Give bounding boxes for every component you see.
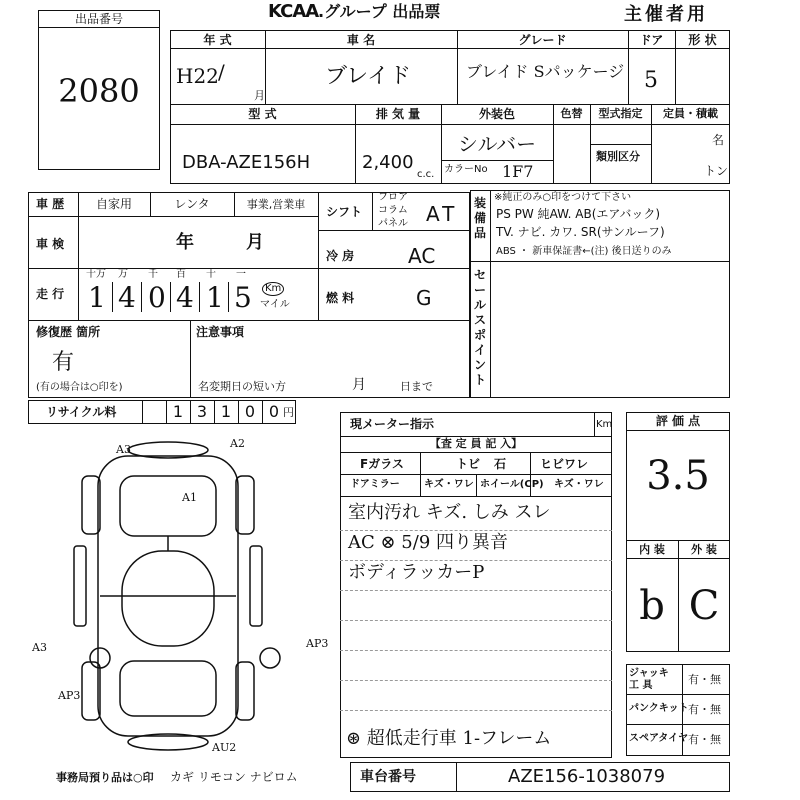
repair-note: (有の場合は○印を) xyxy=(36,382,123,393)
mileage-digit-label-1: 万 xyxy=(118,269,128,280)
recycle-label: リサイクル料 xyxy=(46,405,117,419)
inspection-month: 月 xyxy=(246,232,264,253)
spare-label: スペアタイヤ xyxy=(629,733,689,744)
equipment-note: ※純正のみ○印をつけて下さい xyxy=(494,192,632,203)
shape-label: 形 状 xyxy=(688,33,717,47)
doors-value: 5 xyxy=(644,68,658,93)
diagram-mark-ap3-left: AP3 xyxy=(58,689,81,702)
year-value: H22 xyxy=(176,64,219,88)
short-expiry-label: 名変期日の短い方 xyxy=(198,380,286,393)
equipment-row-2: TV. ナビ. カワ. SR(サンルーフ) xyxy=(496,225,665,239)
mileage-digit-0: 1 xyxy=(88,281,106,314)
inspector-note-1: 室内汚れ キズ. しみ スレ xyxy=(348,502,551,523)
year-label: 年 式 xyxy=(203,33,232,47)
color-change-label: 色替 xyxy=(560,107,583,120)
ac-value: AC xyxy=(408,244,436,268)
doors-label: ドア xyxy=(639,33,664,47)
glass-option-3: ヒビワレ xyxy=(540,457,589,471)
equipment-row-3: ABS ・ 新車保証書←(注) 後日送りのみ xyxy=(496,246,672,257)
office-note: 事務局預り品は○印 xyxy=(56,771,154,784)
diagram-mark-au2: AU2 xyxy=(212,741,237,754)
recycle-digit-1: 3 xyxy=(196,402,208,421)
short-expiry-month: 月 xyxy=(352,377,366,393)
glass-option-2: 石 xyxy=(494,457,507,471)
recycle-unit: 円 xyxy=(283,406,294,419)
chassis-label: 車台番号 xyxy=(360,769,416,785)
mileage-digit-3: 4 xyxy=(176,281,194,314)
equipment-row-1: PS PW 純AW. AB(エアバック) xyxy=(496,207,661,221)
recycle-digit-2: 1 xyxy=(220,402,232,421)
displacement-label: 排 気 量 xyxy=(375,107,421,121)
puncture-value: 有・無 xyxy=(688,703,721,716)
mileage-digit-label-0: 十万 xyxy=(86,269,106,280)
short-expiry-day: 日まで xyxy=(400,380,433,393)
glass-option-1: トビ xyxy=(456,457,481,471)
interior-label: 内 装 xyxy=(639,543,665,556)
mileage-digit-label-4: 十 xyxy=(206,269,216,280)
inspector-note-2: AC ⊗ 5/9 四り異音 xyxy=(348,532,508,553)
displacement-value: 2,400 xyxy=(362,152,414,173)
grade-label: グレード xyxy=(518,33,567,47)
diagram-mark-ap3-right: AP3 xyxy=(306,637,329,650)
host-label: 主催者用 xyxy=(624,4,708,25)
shift-value: AT xyxy=(426,202,459,226)
score-label: 評 価 点 xyxy=(655,414,701,428)
jack-label: ジャッキ 工 具 xyxy=(629,668,669,691)
mileage-digit-4: 1 xyxy=(206,281,224,314)
color-label: 外装色 xyxy=(478,107,515,121)
glass-label: Fガラス xyxy=(360,457,404,471)
year-slash: / xyxy=(218,60,225,84)
mileage-digit-5: 5 xyxy=(234,281,252,314)
puncture-label: パンクキット xyxy=(629,703,689,714)
mileage-digit-1: 4 xyxy=(118,281,136,314)
type-cert-label: 型式指定 xyxy=(598,107,643,120)
sales-point-box xyxy=(470,262,730,398)
repair-value: 有 xyxy=(52,350,75,375)
mileage-unit-km: Km xyxy=(262,282,284,296)
mileage-digit-label-3: 百 xyxy=(176,269,186,280)
history-label: 車 歴 xyxy=(36,197,65,211)
interior-value: b xyxy=(639,583,665,629)
score-value: 3.5 xyxy=(646,453,710,499)
inspection-label: 車 検 xyxy=(36,237,65,251)
kcaa-logo: KCAA xyxy=(268,1,319,22)
equipment-label: 装備品 xyxy=(474,196,487,240)
recycle-digit-0: 1 xyxy=(172,402,184,421)
meter-unit: Km xyxy=(596,419,613,430)
shift-column: コラム xyxy=(378,205,408,216)
wheel-options: キズ・ワレ xyxy=(554,479,604,490)
mileage-digit-label-5: 一 xyxy=(236,269,246,280)
diagram-mark-a3-top: A3 xyxy=(116,443,131,456)
history-business: 事業,営業車 xyxy=(246,198,306,211)
exterior-label: 外 装 xyxy=(691,543,717,556)
inspection-year: 年 xyxy=(176,232,194,253)
chassis-value: AZE156-1038079 xyxy=(508,766,666,787)
shift-floor: フロア xyxy=(378,192,408,203)
mileage-digit-2: 0 xyxy=(148,281,166,314)
lot-label: 出品番号 xyxy=(74,12,123,26)
office-items: カギ リモコン ナビロム xyxy=(170,770,298,784)
sales-point-label: セールスポイント xyxy=(474,268,487,387)
grade-value: ブレイド Sパッケージ xyxy=(466,62,625,81)
capacity-unit-1: 名 xyxy=(712,133,725,147)
capacity-unit-2: トン xyxy=(704,164,729,178)
group-title: .グループ 出品票 xyxy=(318,2,441,21)
model-label: 型 式 xyxy=(248,107,277,121)
diagram-mark-a1: A1 xyxy=(182,491,197,504)
cc-unit: c.c. xyxy=(417,169,435,180)
inspector-note-3: ボディラッカーP xyxy=(348,562,485,583)
inspector-footer-note: ⊛ 超低走行車 1-フレーム xyxy=(346,728,552,749)
mirror-label: ドアミラー xyxy=(350,479,400,490)
car-diagram xyxy=(60,436,330,762)
mileage-unit-mile: マイル xyxy=(260,299,290,310)
mirror-options: キズ・ワレ xyxy=(424,479,474,490)
fuel-label: 燃 料 xyxy=(326,291,355,305)
history-rental: レンタ xyxy=(174,197,210,211)
shift-label: シフト xyxy=(326,205,363,219)
mileage-digit-label-2: 千 xyxy=(148,269,158,280)
exterior-value: C xyxy=(688,583,720,629)
shift-panel: パネル xyxy=(378,218,408,229)
jack-value: 有・無 xyxy=(688,673,721,686)
month-suffix: 月 xyxy=(254,89,265,102)
fuel-value: G xyxy=(416,286,432,310)
inspector-title: 【査 定 員 記 入】 xyxy=(429,437,523,450)
meter-label: 現メーター指示 xyxy=(350,417,435,431)
ac-label: 冷 房 xyxy=(326,249,355,263)
diagram-mark-a2: A2 xyxy=(230,437,245,450)
wheel-label: ホイール(CP) xyxy=(480,479,544,490)
name-value: ブレイド xyxy=(325,64,412,89)
spare-value: 有・無 xyxy=(688,733,721,746)
class-label: 類別区分 xyxy=(596,150,640,163)
color-value: シルバー xyxy=(458,132,537,156)
name-label: 車 名 xyxy=(346,33,376,47)
color-no-value: 1F7 xyxy=(502,162,534,181)
capacity-label: 定員・積載 xyxy=(663,107,718,120)
color-no-label: カラーNo xyxy=(444,164,488,175)
history-private: 自家用 xyxy=(95,197,132,211)
model-value: DBA-AZE156H xyxy=(182,152,311,173)
recycle-digit-4: 0 xyxy=(268,402,280,421)
diagram-mark-a3-left: A3 xyxy=(32,641,47,654)
lot-number: 2080 xyxy=(58,72,140,110)
repair-label: 修復歴 箇所 xyxy=(36,325,101,339)
mileage-label: 走 行 xyxy=(36,287,65,301)
recycle-digit-3: 0 xyxy=(244,402,256,421)
notes-label: 注意事項 xyxy=(196,325,245,339)
